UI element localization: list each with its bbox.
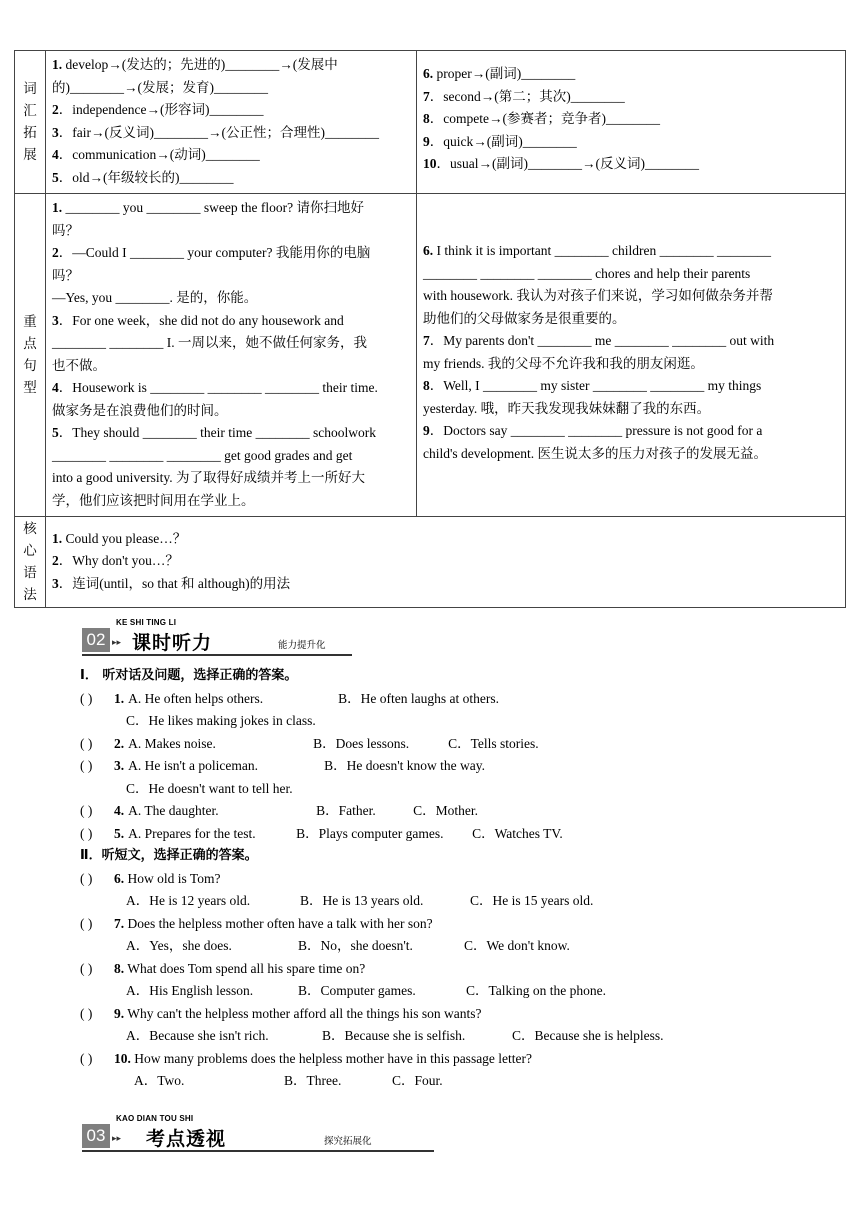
item-number: 6.: [423, 66, 434, 82]
item-text: Could you please…？: [62, 530, 187, 546]
item-text: —Yes, you ________. 是的，你能。: [52, 290, 258, 305]
item-text: ．—Could I ________ your computer? 我能用你的电脑: [58, 245, 371, 260]
sentences-left-list: [46, 194, 416, 516]
category-char: 型: [23, 380, 37, 395]
item-number: 5: [52, 425, 59, 440]
divider: [82, 654, 352, 656]
text-line: [52, 77, 410, 100]
option[interactable]: A．He is 12 years old.: [126, 893, 251, 908]
option[interactable]: B．He often laughs at others.: [338, 690, 499, 706]
item-text: 学，他们应该把时间用在学业上。: [52, 492, 255, 508]
question-number: 4.: [114, 803, 125, 818]
question-item: [80, 913, 840, 936]
option[interactable]: B．Father.: [316, 803, 376, 818]
question-item: [80, 1048, 840, 1071]
option[interactable]: C．Tells stories.: [448, 735, 539, 751]
text-line: [52, 144, 410, 167]
item-text: ．Doctors say ________ ________ pressure is not good for a: [429, 423, 763, 438]
text-line: [423, 420, 839, 443]
question-number: 3.: [114, 758, 125, 773]
item-number: 4: [52, 380, 59, 395]
text-line: [423, 63, 839, 86]
item-text: yesterday. 哦，昨天我发现我妹妹翻了我的东西。: [423, 400, 711, 416]
item-text: 吗？: [52, 267, 79, 283]
item-number: 3: [52, 124, 59, 140]
text-line: [423, 263, 839, 286]
item-text: ．communication→(动词)________: [58, 147, 260, 162]
text-line: [52, 355, 410, 378]
sentences-right-list: [417, 194, 845, 512]
text-line: [52, 54, 410, 77]
question-number: 6.: [114, 870, 125, 886]
option[interactable]: B．Plays computer games.: [296, 825, 444, 841]
section-subtitle: 探究拓展化: [324, 1136, 372, 1147]
item-number: 3: [52, 312, 59, 328]
item-text: ．second→(第二；其次)________: [429, 88, 625, 104]
option[interactable]: A．Two.: [134, 1073, 185, 1088]
item-text: ．连词(until，so that 和 although)的用法: [58, 575, 291, 591]
answer-blank[interactable]: ( ): [80, 758, 93, 773]
section-number: 02: [82, 628, 110, 652]
answer-blank[interactable]: ( ): [80, 1005, 93, 1021]
option[interactable]: A. The daughter.: [128, 803, 219, 818]
answer-blank[interactable]: ( ): [80, 960, 93, 976]
category-char: 拓: [23, 125, 37, 140]
category-cell: [15, 194, 46, 517]
text-line: [52, 242, 410, 265]
item-text: develop→(发达的；先进的)________→(发展中: [62, 57, 338, 72]
item-text: ．old→(年级较长的)________: [58, 169, 234, 185]
part-heading: Ⅰ． 听对话及问题，选择正确的答案。: [80, 668, 298, 683]
question-number: 5.: [114, 825, 125, 841]
item-text: I think it is important ________ children ________ ________: [433, 243, 771, 258]
section-pinyin: KE SHI TING LI: [116, 618, 177, 627]
table-row-vocabulary: [15, 51, 846, 194]
item-number: 10: [423, 156, 437, 172]
text-line: [423, 240, 839, 263]
part-heading: Ⅱ．听短文，选择正确的答案。: [80, 848, 258, 863]
item-text: ．They should ________ their time ________ schoolwork: [58, 425, 376, 440]
option[interactable]: C．He likes making jokes in class.: [126, 713, 316, 728]
text-line: [52, 377, 410, 400]
category-char: 法: [23, 587, 37, 602]
option[interactable]: A. Makes noise.: [128, 735, 216, 751]
item-text: ．For one week，she did not do any housework and: [58, 312, 344, 328]
grammar-cell: [46, 517, 846, 608]
option-line: [80, 710, 840, 733]
category-char: 心: [23, 543, 37, 558]
text-line: [423, 153, 839, 176]
question-list: [80, 868, 840, 1093]
sentences-right-cell: [417, 194, 846, 517]
text-line: [423, 398, 839, 421]
option[interactable]: B．Three.: [284, 1073, 342, 1088]
item-text: ．fair→(反义词)________→(公正性；合理性)________: [58, 124, 379, 140]
text-line: [52, 287, 410, 310]
option[interactable]: A. He isn't a policeman.: [128, 758, 259, 773]
option[interactable]: B．He doesn't know the way.: [324, 758, 486, 773]
arrow-icon: ▸▸: [112, 1134, 122, 1144]
option[interactable]: B．Does lessons.: [313, 735, 410, 751]
section-header-listening: [82, 618, 352, 658]
text-line: [52, 332, 410, 355]
item-text: 的)________→(发展；发育)________: [52, 79, 268, 95]
question-item: [80, 868, 840, 891]
table-row-sentences: [15, 194, 846, 517]
item-text: ．independence→(形容词)________: [58, 102, 264, 117]
text-line: [52, 310, 410, 333]
option[interactable]: A．Because she isn't rich.: [126, 1028, 269, 1043]
option[interactable]: C．He doesn't want to tell her.: [126, 780, 293, 796]
text-line: [52, 422, 410, 445]
section-subtitle: 能力提升化: [278, 640, 326, 651]
text-line: [52, 528, 839, 551]
vocab-right-list: [417, 51, 845, 189]
text-line: [52, 197, 410, 220]
answer-blank[interactable]: ( ): [80, 690, 93, 706]
sentences-left-cell: [46, 194, 417, 517]
option[interactable]: B．Because she is selfish.: [322, 1028, 466, 1043]
option[interactable]: C．Talking on the phone.: [466, 983, 607, 998]
listening-section: [80, 665, 840, 1093]
option-line: [80, 980, 840, 1003]
option[interactable]: C．Four.: [392, 1073, 443, 1088]
question-text: What does Tom spend all his spare time on?: [124, 960, 366, 976]
section-number: 03: [82, 1124, 110, 1148]
item-text: ________ you ________ sweep the floor? 请你扫地好: [62, 200, 364, 215]
item-text: 吗？: [52, 222, 79, 238]
option[interactable]: C．Because she is helpless.: [512, 1028, 664, 1043]
item-text: ．usual→(副词)________→(反义词)________: [436, 156, 699, 172]
category-char: 词: [23, 81, 37, 96]
answer-blank[interactable]: ( ): [80, 915, 93, 931]
item-number: 8: [423, 378, 430, 393]
text-line: [52, 573, 839, 596]
answer-blank[interactable]: ( ): [80, 825, 93, 841]
question-item: [80, 688, 840, 711]
option-line: [80, 1070, 840, 1093]
category-label: [15, 311, 45, 399]
option[interactable]: C．We don't know.: [464, 938, 570, 953]
item-number: 1.: [52, 57, 63, 72]
item-number: 4: [52, 147, 59, 162]
vocab-right-cell: [417, 51, 846, 194]
item-text: ．My parents don't ________ me ________ ________ out with: [429, 333, 775, 348]
question-number: 1.: [114, 690, 125, 706]
question-item: [80, 733, 840, 756]
option[interactable]: A. He often helps others.: [128, 690, 264, 706]
option-line: [80, 935, 840, 958]
category-label: [15, 78, 45, 166]
text-line: [52, 490, 410, 513]
category-char: 重: [23, 314, 37, 329]
item-text: ．Well, I ________ my sister ________ ________ my things: [429, 378, 762, 393]
item-number: 1.: [52, 530, 63, 546]
table-row-grammar: [15, 517, 846, 608]
item-text: ．compete→(参赛者；竞争者)________: [429, 111, 660, 127]
item-text: child's development. 医生说太多的压力对孩子的发展无益。: [423, 445, 768, 461]
knowledge-table: [14, 50, 846, 608]
option[interactable]: C．Mother.: [413, 803, 479, 818]
answer-blank[interactable]: ( ): [80, 803, 93, 818]
item-text: ________ ________ ________ chores and help their parents: [423, 265, 751, 281]
item-number: 1.: [52, 200, 63, 215]
text-line: [423, 108, 839, 131]
category-char: 句: [23, 358, 37, 373]
option[interactable]: A．Yes，she does.: [126, 938, 232, 953]
question-text: How many problems does the helpless mother have in this passage letter?: [130, 1050, 533, 1066]
option[interactable]: C．He is 15 years old.: [470, 893, 594, 908]
question-item: [80, 755, 840, 778]
item-text: ．quick→(副词)________: [429, 133, 577, 149]
question-number: 10.: [114, 1050, 131, 1066]
item-text: my friends. 我的父母不允许我和我的朋友闲逛。: [423, 355, 704, 371]
item-number: 2: [52, 245, 59, 260]
question-item: [80, 823, 840, 846]
item-text: 做家务是在浪费他们的时间。: [52, 402, 228, 418]
section-pinyin: KAO DIAN TOU SHI: [116, 1114, 194, 1123]
answer-blank[interactable]: ( ): [80, 735, 93, 751]
option[interactable]: B．Computer games.: [298, 983, 416, 998]
category-char: 展: [23, 147, 37, 162]
question-number: 8.: [114, 960, 125, 976]
item-number: 7: [423, 333, 430, 348]
item-text: proper→(副词)________: [433, 66, 576, 82]
text-line: [52, 400, 410, 423]
item-text: into a good university. 为了取得好成绩并考上一所好大: [52, 470, 365, 485]
answer-blank[interactable]: ( ): [80, 870, 93, 886]
category-cell: [15, 51, 46, 194]
section-header-exam-points: [82, 1114, 434, 1154]
arrow-icon: ▸▸: [112, 638, 122, 648]
text-line: [423, 330, 839, 353]
option[interactable]: A．His English lesson.: [126, 983, 254, 998]
text-line: [423, 285, 839, 308]
category-label: [15, 518, 45, 606]
category-char: 点: [23, 336, 37, 351]
item-number: 2: [52, 102, 59, 117]
text-line: [52, 167, 410, 190]
text-line: [423, 375, 839, 398]
text-line: [52, 265, 410, 288]
category-cell: [15, 517, 46, 608]
category-char: 汇: [23, 103, 37, 118]
divider: [82, 1150, 434, 1152]
answer-blank[interactable]: ( ): [80, 1050, 93, 1066]
text-line: [423, 443, 839, 466]
question-text: How old is Tom?: [124, 870, 221, 886]
item-number: 2: [52, 553, 59, 569]
option[interactable]: B．He is 13 years old.: [300, 893, 424, 908]
item-text: ．Housework is ________ ________ ________ their time.: [58, 380, 378, 395]
text-line: [52, 220, 410, 243]
option[interactable]: B．No，she doesn't.: [298, 938, 413, 953]
item-text: ．Why don't you…？: [58, 553, 179, 569]
item-number: 3: [52, 575, 59, 591]
category-char: 核: [23, 521, 37, 536]
item-number: 7: [423, 88, 430, 104]
item-number: 5: [52, 169, 59, 185]
section-title: 课时听力: [132, 632, 213, 654]
question-item: [80, 1003, 840, 1026]
text-line: [52, 122, 410, 145]
text-line: [423, 131, 839, 154]
text-line: [52, 99, 410, 122]
grammar-list: [46, 517, 845, 607]
text-line: [52, 445, 410, 468]
option-line: [80, 778, 840, 801]
question-number: 2.: [114, 735, 125, 751]
question-text: Why can't the helpless mother afford all the things his son wants?: [124, 1005, 482, 1021]
option[interactable]: C．Watches TV.: [472, 825, 563, 841]
item-number: 9: [423, 423, 430, 438]
question-item: [80, 958, 840, 981]
question-item: [80, 800, 840, 823]
item-number: 6.: [423, 243, 434, 258]
text-line: [423, 86, 839, 109]
option-line: [80, 1025, 840, 1048]
question-number: 7.: [114, 915, 125, 931]
item-number: 8: [423, 111, 430, 127]
item-text: ________ ________ ________ get good grades and get: [52, 447, 353, 463]
vocab-left-list: [46, 51, 416, 193]
item-number: 9: [423, 133, 430, 149]
item-text: ________ ________ I. 一周以来，她不做任何家务，我: [52, 335, 367, 350]
text-line: [52, 467, 410, 490]
item-text: with housework. 我认为对孩子们来说，学习如何做杂务并帮: [423, 288, 773, 303]
section-title: 考点透视: [146, 1128, 227, 1150]
text-line: [52, 550, 839, 573]
question-text: Does the helpless mother often have a talk with her son?: [124, 915, 433, 931]
question-list: [80, 688, 840, 846]
question-number: 9.: [114, 1005, 125, 1021]
item-text: 助他们的父母做家务是很重要的。: [423, 310, 626, 326]
option-line: [80, 890, 840, 913]
vocab-left-cell: [46, 51, 417, 194]
text-line: [423, 308, 839, 331]
option[interactable]: A. Prepares for the test.: [128, 825, 256, 841]
category-char: 语: [23, 565, 37, 580]
text-line: [423, 353, 839, 376]
item-text: 也不做。: [52, 357, 106, 373]
